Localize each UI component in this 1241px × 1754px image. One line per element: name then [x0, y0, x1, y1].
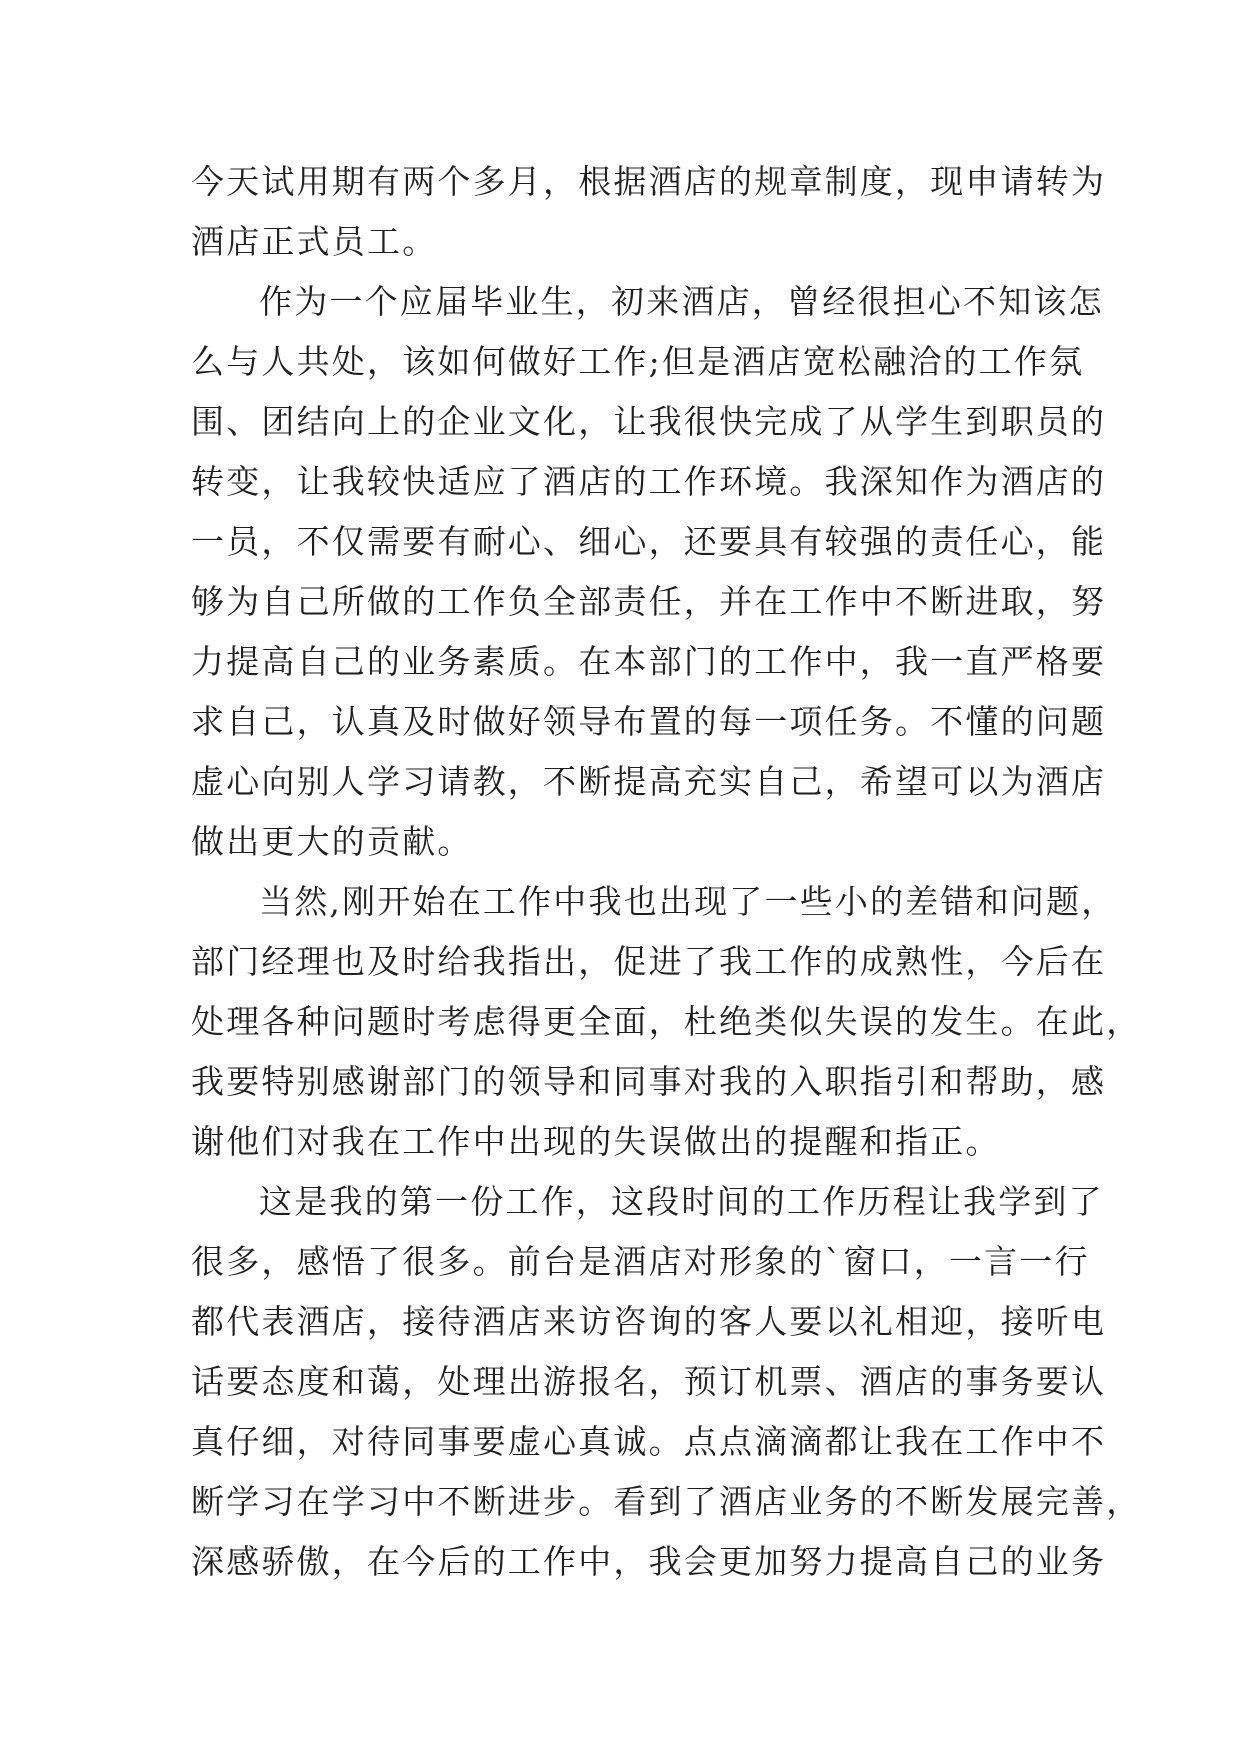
- text-line: 部门经理也及时给我指出，促进了我工作的成熟性，今后在: [191, 942, 1107, 981]
- text-line: 围、团结向上的企业文化，让我很快完成了从学生到职员的: [191, 402, 1107, 441]
- text-line: 酒店正式员工。: [191, 222, 438, 261]
- text-line: 一员，不仅需要有耐心、细心，还要具有较强的责任心，能: [191, 522, 1107, 561]
- text-line: 断学习在学习中不断进步。看到了酒店业务的不断发展完善，: [191, 1482, 1142, 1521]
- text-line: 都代表酒店，接待酒店来访咨询的客人要以礼相迎，接听电: [191, 1302, 1107, 1341]
- text-line: 很多，感悟了很多。前台是酒店对形象的`窗口，一言一行: [191, 1242, 1090, 1281]
- text-line: 够为自己所做的工作负全部责任，并在工作中不断进取，努: [191, 582, 1107, 621]
- text-line: 虚心向别人学习请教，不断提高充实自己，希望可以为酒店: [191, 762, 1107, 801]
- text-line: 做出更大的贡献。: [191, 822, 473, 861]
- text-line: 这是我的第一份工作，这段时间的工作历程让我学到了: [259, 1182, 1104, 1221]
- text-line: 深感骄傲，在今后的工作中，我会更加努力提高自己的业务: [191, 1542, 1107, 1581]
- text-line: 么与人共处，该如何做好工作;但是酒店宽松融洽的工作氛: [191, 342, 1085, 381]
- text-line: 求自己，认真及时做好领导布置的每一项任务。不懂的问题: [191, 702, 1107, 741]
- text-line: 谢他们对我在工作中出现的失误做出的提醒和指正。: [191, 1122, 1001, 1161]
- text-line: 处理各种问题时考虑得更全面，杜绝类似失误的发生。在此，: [191, 1002, 1142, 1041]
- document-body: [191, 152, 1142, 1592]
- text-line: 力提高自己的业务素质。在本部门的工作中，我一直严格要: [191, 642, 1107, 681]
- text-line: 话要态度和蔼，处理出游报名，预订机票、酒店的事务要认: [191, 1362, 1107, 1401]
- text-line: 作为一个应届毕业生，初来酒店，曾经很担心不知该怎: [259, 282, 1104, 321]
- text-line: 真仔细，对待同事要虚心真诚。点点滴滴都让我在工作中不: [191, 1422, 1107, 1461]
- text-line: 今天试用期有两个多月，根据酒店的规章制度，现申请转为: [191, 162, 1107, 201]
- text-line: 我要特别感谢部门的领导和同事对我的入职指引和帮助，感: [191, 1062, 1107, 1101]
- text-line: 当然,刚开始在工作中我也出现了一些小的差错和问题，: [259, 882, 1117, 921]
- text-line: 转变，让我较快适应了酒店的工作环境。我深知作为酒店的: [191, 462, 1107, 501]
